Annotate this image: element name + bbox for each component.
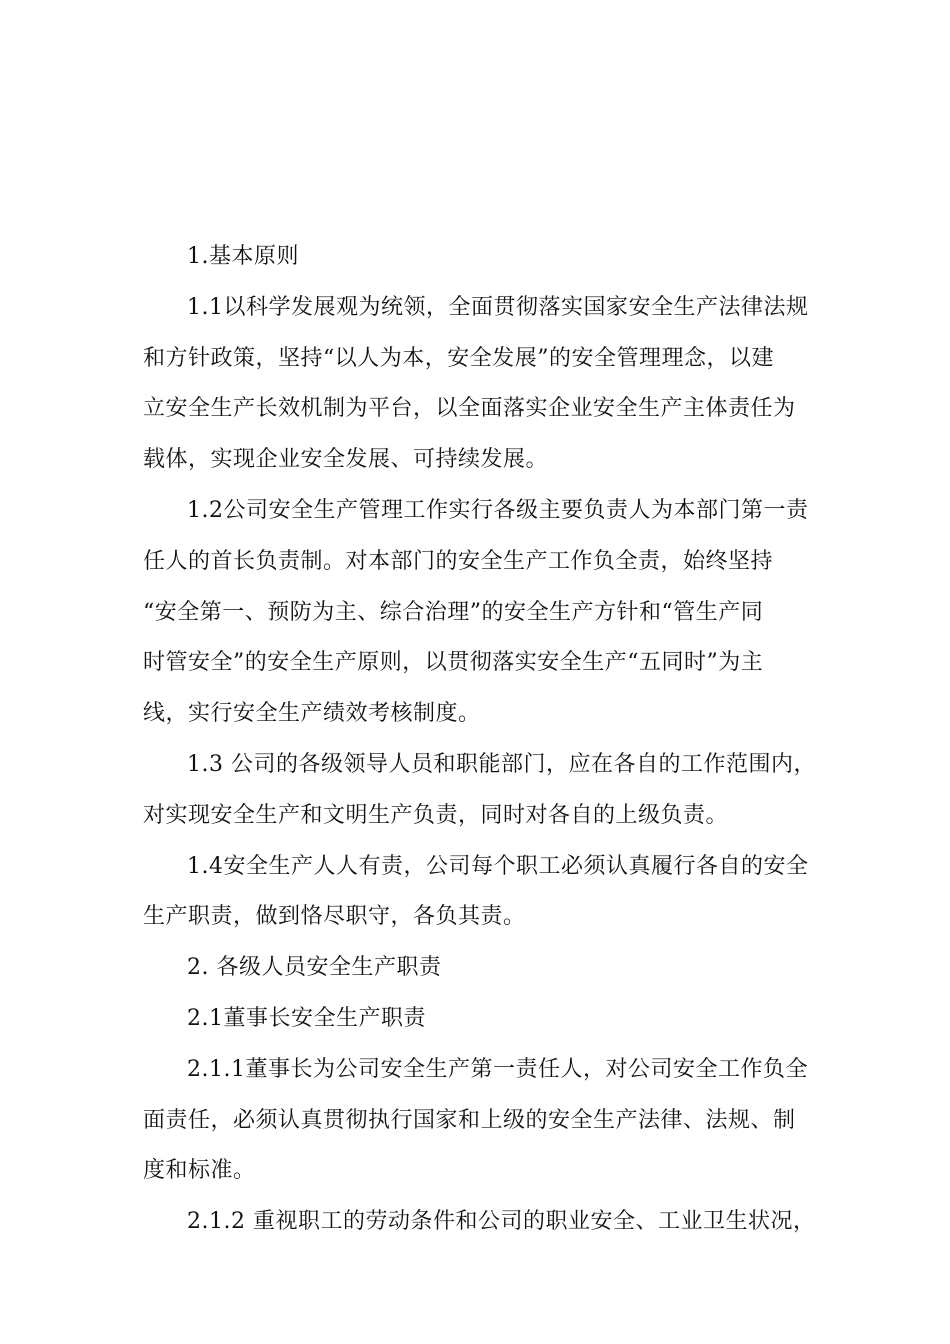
- text-line: 2.1.2 重视职工的劳动条件和公司的职业安全、工业卫生状况，: [187, 1209, 816, 1235]
- text-line: 线，实行安全生产绩效考核制度。: [143, 701, 481, 727]
- text-line: 1.4安全生产人人有责，公司每个职工必须认真履行各自的安全: [187, 853, 809, 879]
- text-line: 时管安全”的安全生产原则，以贯彻落实安全生产“五同时”为主: [143, 650, 764, 676]
- paragraph-1-4: [143, 842, 823, 944]
- heading-responsibilities: [143, 943, 823, 994]
- text-line: 1.2公司安全生产管理工作实行各级主要负责人为本部门第一责: [187, 497, 809, 523]
- heading-basic-principles: [143, 232, 823, 283]
- text-line: 生产职责，做到恪尽职守，各负其责。: [143, 904, 526, 930]
- text-line: 1.基本原则: [187, 244, 299, 269]
- text-line: 任人的首长负责制。对本部门的安全生产工作负全责，始终坚持: [143, 548, 774, 574]
- paragraph-2-1-1: [143, 1045, 823, 1197]
- text-line: 2.1.1董事长为公司安全生产第一责任人，对公司安全工作负全: [187, 1056, 808, 1082]
- text-line: 度和标准。: [143, 1158, 256, 1184]
- text-line: 对实现安全生产和文明生产负责，同时对各自的上级负责。: [143, 802, 729, 828]
- heading-chairman-duties: [143, 994, 823, 1045]
- paragraph-1-2: [143, 486, 823, 740]
- text-line: 2.1董事长安全生产职责: [187, 1005, 426, 1031]
- paragraph-2-1-2: [143, 1197, 823, 1248]
- document-body: [143, 232, 823, 1248]
- text-line: 载体，实现企业安全发展、可持续发展。: [143, 447, 549, 473]
- text-line: 1.1以科学发展观为统领，全面贯彻落实国家安全生产法律法规: [187, 294, 809, 320]
- paragraph-1-1: [143, 283, 823, 486]
- text-line: 面责任，必须认真贯彻执行国家和上级的安全生产法律、法规、制: [143, 1107, 796, 1133]
- text-line: “安全第一、预防为主、综合治理”的安全生产方针和“管生产同: [143, 599, 764, 625]
- text-line: 2. 各级人员安全生产职责: [187, 955, 442, 981]
- text-line: 立安全生产长效机制为平台，以全面落实企业安全生产主体责任为: [143, 396, 796, 422]
- paragraph-1-3: [143, 740, 823, 842]
- text-line: 1.3 公司的各级领导人员和职能部门，应在各自的工作范围内，: [187, 751, 816, 777]
- text-line: 和方针政策，坚持“以人为本，安全发展”的安全管理理念，以建: [143, 345, 774, 371]
